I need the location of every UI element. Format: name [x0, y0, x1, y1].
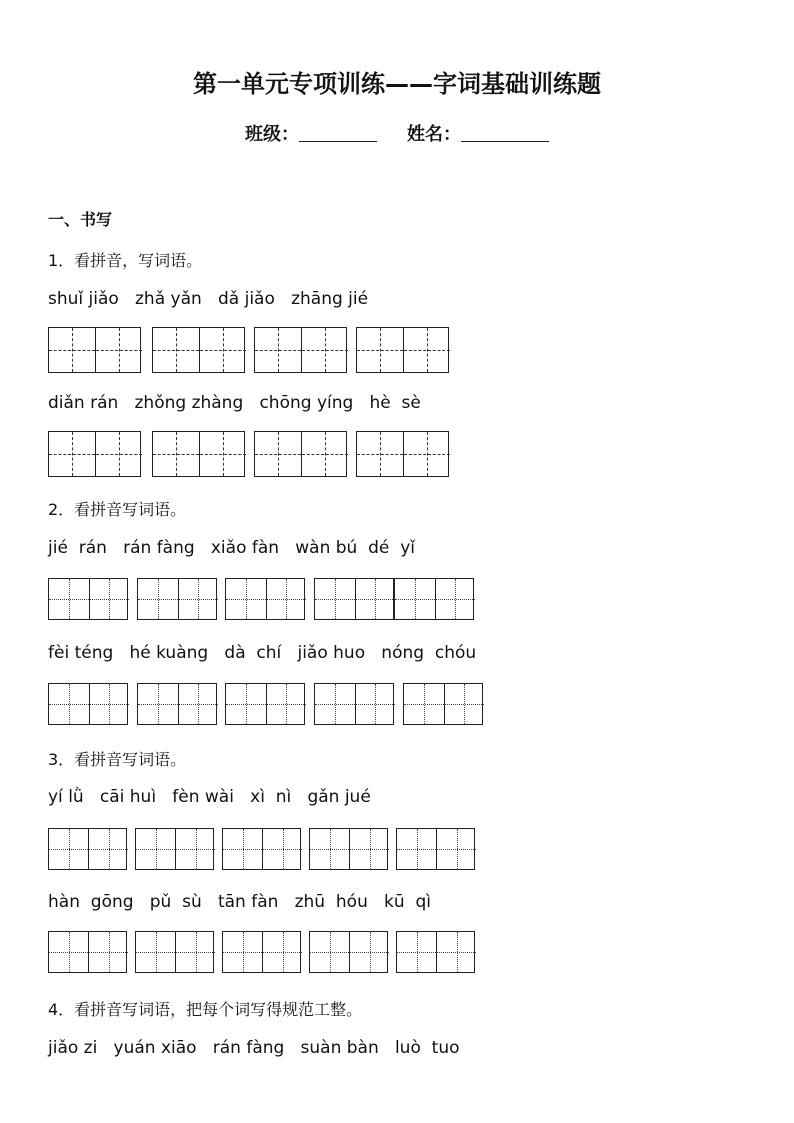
guide-line	[109, 829, 110, 869]
section-heading: 一、书写	[48, 210, 113, 229]
class-blank[interactable]	[299, 123, 377, 142]
guide-line	[283, 829, 284, 869]
guide-line	[457, 932, 458, 972]
word-box[interactable]	[225, 578, 305, 620]
character-cell[interactable]	[315, 684, 355, 724]
word-box[interactable]	[222, 931, 301, 973]
character-cell[interactable]	[357, 328, 403, 372]
name-blank[interactable]	[461, 123, 549, 142]
guide-line	[176, 432, 177, 476]
page-title: 第一单元专项训练——字词基础训练题	[193, 70, 601, 98]
word-box[interactable]	[356, 327, 449, 373]
character-cell[interactable]	[153, 328, 199, 372]
word-box[interactable]	[152, 327, 245, 373]
guide-line	[415, 579, 416, 619]
word-box[interactable]	[254, 327, 347, 373]
word-box[interactable]	[403, 683, 483, 725]
character-cell[interactable]	[397, 932, 436, 972]
guide-line	[278, 432, 279, 476]
word-box[interactable]	[137, 578, 217, 620]
character-cell[interactable]	[226, 579, 266, 619]
character-cell[interactable]	[262, 932, 302, 972]
question-4: 4．看拼音写词语，把每个词写得规范工整。	[48, 1000, 363, 1019]
pinyin-row-6: hàn gōng pǔ sù tān fàn zhū hóu kū qì	[48, 892, 431, 912]
guide-line	[72, 432, 73, 476]
word-box[interactable]	[135, 828, 214, 870]
word-box[interactable]	[135, 931, 214, 973]
word-box[interactable]	[48, 431, 141, 477]
guide-line	[375, 684, 376, 724]
character-cell[interactable]	[266, 579, 307, 619]
guide-line	[330, 932, 331, 972]
guide-line	[72, 328, 73, 372]
guide-line	[335, 579, 336, 619]
character-cell[interactable]	[223, 932, 262, 972]
character-cell[interactable]	[349, 829, 389, 869]
character-cell[interactable]	[138, 579, 178, 619]
character-cell[interactable]	[175, 829, 215, 869]
word-box[interactable]	[225, 683, 305, 725]
word-box[interactable]	[314, 578, 394, 620]
word-box[interactable]	[152, 431, 245, 477]
guide-line	[325, 328, 326, 372]
character-cell[interactable]	[315, 579, 355, 619]
guide-line	[109, 684, 110, 724]
character-cell[interactable]	[403, 432, 450, 476]
word-box[interactable]	[137, 683, 217, 725]
character-cell[interactable]	[88, 932, 128, 972]
character-cell[interactable]	[138, 684, 178, 724]
guide-line	[198, 684, 199, 724]
word-box[interactable]	[48, 327, 141, 373]
character-cell[interactable]	[136, 829, 175, 869]
guide-line	[335, 684, 336, 724]
character-cell[interactable]	[436, 829, 476, 869]
character-cell[interactable]	[199, 432, 246, 476]
guide-line	[330, 829, 331, 869]
guide-line	[427, 432, 428, 476]
pinyin-row-7: jiǎo zi yuán xiāo rán fàng suàn bàn luò tuo	[48, 1038, 460, 1058]
character-cell[interactable]	[49, 432, 95, 476]
word-box[interactable]	[48, 828, 127, 870]
guide-line	[198, 579, 199, 619]
character-cell[interactable]	[310, 829, 349, 869]
word-box[interactable]	[356, 431, 449, 477]
pinyin-row-3: jié rán rán fàng xiǎo fàn wàn bú dé yǐ	[48, 538, 415, 558]
word-box[interactable]	[314, 683, 394, 725]
class-label: 班级：	[245, 124, 299, 145]
guide-line	[286, 684, 287, 724]
character-cell[interactable]	[436, 932, 476, 972]
character-cell[interactable]	[266, 684, 307, 724]
word-box[interactable]	[48, 683, 128, 725]
character-cell[interactable]	[199, 328, 246, 372]
guide-line	[119, 328, 120, 372]
student-info	[0, 120, 794, 146]
guide-line	[375, 579, 376, 619]
character-cell[interactable]	[175, 932, 215, 972]
guide-line	[370, 829, 371, 869]
guide-line	[196, 932, 197, 972]
guide-line	[109, 579, 110, 619]
guide-line	[283, 932, 284, 972]
character-cell[interactable]	[88, 829, 128, 869]
character-cell[interactable]	[255, 328, 301, 372]
question-3: 3．看拼音写词语。	[48, 750, 187, 769]
pinyin-row-5: yí lǜ cāi huì fèn wài xì nì gǎn jué	[48, 787, 371, 807]
character-cell[interactable]	[404, 684, 444, 724]
character-cell[interactable]	[255, 432, 301, 476]
pinyin-row-2: diǎn rán zhǒng zhàng chōng yíng hè sè	[48, 393, 421, 413]
name-label: 姓名：	[407, 124, 461, 145]
pinyin-row-4: fèi téng hé kuàng dà chí jiǎo huo nóng chóu	[48, 643, 477, 663]
word-box[interactable]	[222, 828, 301, 870]
guide-line	[325, 432, 326, 476]
guide-line	[243, 932, 244, 972]
guide-line	[243, 829, 244, 869]
character-cell[interactable]	[435, 579, 476, 619]
guide-line	[457, 829, 458, 869]
word-box[interactable]	[309, 828, 388, 870]
character-cell[interactable]	[357, 432, 403, 476]
character-cell[interactable]	[49, 829, 88, 869]
guide-line	[246, 684, 247, 724]
question-1: 1．看拼音，写词语。	[48, 251, 203, 270]
character-cell[interactable]	[95, 328, 142, 372]
guide-line	[278, 328, 279, 372]
character-cell[interactable]	[355, 684, 396, 724]
character-cell[interactable]	[223, 829, 262, 869]
character-cell[interactable]	[355, 579, 396, 619]
character-cell[interactable]	[89, 684, 130, 724]
guide-line	[417, 829, 418, 869]
character-cell[interactable]	[397, 829, 436, 869]
word-box[interactable]	[254, 431, 347, 477]
character-cell[interactable]	[301, 432, 348, 476]
character-cell[interactable]	[395, 579, 435, 619]
word-box[interactable]	[48, 931, 127, 973]
character-cell[interactable]	[89, 579, 130, 619]
question-2: 2．看拼音写词语。	[48, 500, 187, 519]
guide-line	[246, 579, 247, 619]
guide-line	[158, 684, 159, 724]
guide-line	[380, 328, 381, 372]
guide-line	[196, 829, 197, 869]
guide-line	[223, 432, 224, 476]
guide-line	[69, 829, 70, 869]
word-box[interactable]	[309, 931, 388, 973]
guide-line	[380, 432, 381, 476]
guide-line	[286, 579, 287, 619]
character-cell[interactable]	[178, 579, 219, 619]
guide-line	[69, 932, 70, 972]
guide-line	[119, 432, 120, 476]
guide-line	[176, 328, 177, 372]
character-cell[interactable]	[262, 829, 302, 869]
guide-line	[427, 328, 428, 372]
character-cell[interactable]	[226, 684, 266, 724]
guide-line	[370, 932, 371, 972]
character-cell[interactable]	[403, 328, 450, 372]
guide-line	[417, 932, 418, 972]
character-cell[interactable]	[49, 684, 89, 724]
guide-line	[424, 684, 425, 724]
guide-line	[455, 579, 456, 619]
pinyin-row-1: shuǐ jiǎo zhǎ yǎn dǎ jiǎo zhāng jié	[48, 289, 369, 309]
guide-line	[156, 829, 157, 869]
word-box[interactable]	[396, 828, 475, 870]
character-cell[interactable]	[49, 932, 88, 972]
character-cell[interactable]	[49, 579, 89, 619]
guide-line	[223, 328, 224, 372]
character-cell[interactable]	[95, 432, 142, 476]
word-box[interactable]	[394, 578, 474, 620]
character-cell[interactable]	[310, 932, 349, 972]
character-cell[interactable]	[301, 328, 348, 372]
word-box[interactable]	[48, 578, 128, 620]
character-cell[interactable]	[178, 684, 219, 724]
word-box[interactable]	[396, 931, 475, 973]
guide-line	[109, 932, 110, 972]
character-cell[interactable]	[153, 432, 199, 476]
character-cell[interactable]	[49, 328, 95, 372]
character-cell[interactable]	[444, 684, 485, 724]
guide-line	[156, 932, 157, 972]
guide-line	[69, 579, 70, 619]
guide-line	[69, 684, 70, 724]
guide-line	[158, 579, 159, 619]
character-cell[interactable]	[349, 932, 389, 972]
guide-line	[464, 684, 465, 724]
character-cell[interactable]	[136, 932, 175, 972]
